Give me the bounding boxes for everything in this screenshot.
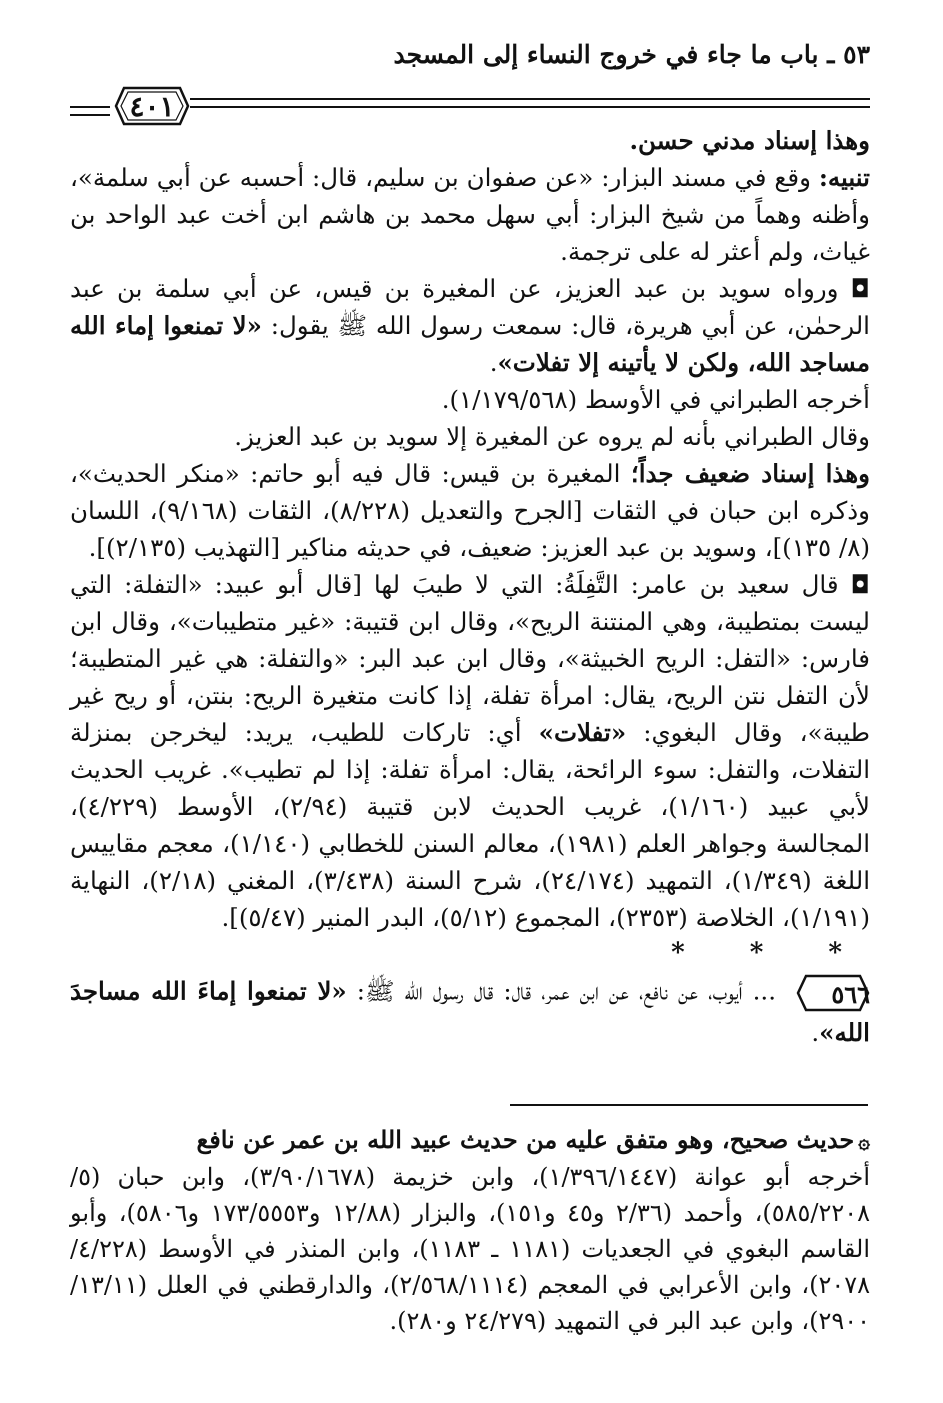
paragraph-isnad-hasan: وهذا إسناد مدني حسن. [629, 126, 870, 155]
footnote [70, 1122, 870, 1339]
footnote-heading [70, 1122, 870, 1159]
hadith-number: ٥٦٦ [831, 980, 870, 1009]
hadith-number-badge [796, 972, 870, 1014]
paragraph-tanbih [70, 159, 870, 270]
punctuation: . [811, 1018, 820, 1047]
paragraph-suwaid-narration [70, 270, 870, 381]
section-separator: * * * [671, 938, 870, 968]
header-left-rule [70, 106, 110, 116]
punctuation: . [489, 348, 498, 377]
grading-text: المغيرة بن قيس: قال فيه أبو حاتم: «منكر الحديث»، وذكره ابن حبان في الثقات [الجرح والتعديل (٨/٢٢٨)، الثقات (٩/١٦٨)، اللسان (٨/ ١٣٥)]، وسويد بن عبد العزيز: ضعيف، في حديثه مناكير [التهذيب (٢/١٣٥)]. [70, 459, 871, 562]
paragraph-tafila-explanation [70, 566, 870, 936]
footnote-grading: حديث صحيح، وهو متفق عليه من حديث عبيد الله بن عمر عن نافع [196, 1125, 855, 1154]
hadith-matn: «لا تمنعوا إماءَ الله مساجدَ الله» [70, 976, 870, 1047]
footnote-separator [510, 1104, 868, 1106]
hadith-quote: «لا تمنعوا إماء الله مساجد الله، ولكن لا يأتينه إلا تفلات» [70, 311, 870, 377]
tanbih-label: تنبيه: [818, 163, 870, 192]
main-text [70, 122, 870, 1051]
paragraph-marker-icon: ◘ [850, 274, 870, 303]
tafilat-term: «تفلات» [538, 718, 627, 747]
narration-text: ورواه سويد بن عبد العزيز، عن المغيرة بن قيس، عن أبي سلمة بن عبد الرحمٰن، عن أبي هريرة، قال: سمعت رسول الله ﷺ يقول: [70, 274, 870, 340]
footnote-text: أخرجه أبو عوانة (١/٣٩٦/١٤٤٧)، وابن خزيمة (٣/٩٠/١٦٧٨)، وابن حبان (٥/ ٥٨٥/٢٢٠٨)، وأحمد (٢/٣٦ و٤٥ و١٥١)، والبزار (١٢/٨٨ و١٧٣/٥٥٥٣ و٥٨٠٦)، وأبو القاسم البغوي في الجعديات (١١٨١ ـ ١١٨٣)، وابن المنذر في الأوسط (٤/٢٢٨/ ٢٠٧٨)، وابن الأعرابي في المعجم (٢/٥٦٨/١١١٤)، والدارقطني في العلل (١٣/١١/ ٢٩٠٠)، وابن عبد البر في التمهيد (٢٤/٢٧٩ و٢٨٠). [70, 1163, 871, 1335]
paragraph-takhrij-tabarani: أخرجه الطبراني في الأوسط (١/١٧٩/٥٦٨). [441, 385, 870, 414]
hadith-isnad: ... أيوب، عن نافع، عن ابن عمر، قال: قال رسول الله ﷺ: [346, 976, 786, 1006]
grading-label: وهذا إسناد ضعيف جداً؛ [630, 459, 871, 488]
footnote-ornament-icon: ۞ [858, 1129, 870, 1153]
page-header [70, 40, 870, 123]
header-rule [190, 98, 870, 108]
hadith-566 [70, 972, 870, 1051]
page-number: ٤٠١ [129, 90, 175, 123]
explanation-text-2: أي: تاركات للطيب، يريد: ليخرجن بمنزلة التفلات، والتفل: سوء الرائحة، يقال: امرأة تفلة: إذا لم تطيب». غريب الحديث لأبي عبيد (١/١٦٠)، غريب الحديث لابن قتيبة (٢/٩٤)، الأوسط (٤/٢٢٩)، المجالسة وجواهر العلم (١٩٨١)، معالم السنن للخطابي (١/١٤٠)، معجم مقاييس اللغة (١/٣٤٩)، التمهيد (٢٤/١٧٤)، شرح السنة (٣/٤٣٨)، المغني (٢/١٨)، النهاية (١/١٩١)، الخلاصة (٢٣٥٣)، المجموع (٥/١٢)، البدر المنير (٥/٤٧)]. [70, 718, 871, 932]
tanbih-text: وقع في مسند البزار: «عن صفوان بن سليم، قال: أحسبه عن أبي سلمة»، وأظنه وهماً من شيخ البزار: أبي سهل محمد بن هاشم ابن أخت عبد الواحد بن غياث، ولم أعثر له على ترجمة. [70, 163, 870, 266]
chapter-title: ٥٣ ـ باب ما جاء في خروج النساء إلى المسجد [393, 40, 870, 69]
paragraph-marker-icon: ◘ [850, 570, 870, 599]
paragraph-tabarani-comment: وقال الطبراني بأنه لم يروه عن المغيرة إلا سويد بن عبد العزيز. [234, 422, 870, 451]
paragraph-isnad-daif [70, 455, 870, 566]
explanation-text-1: قال سعيد بن عامر: التَّفِلَةُ: التي لا طيبَ لها [قال أبو عبيد: «التفلة: التي ليست بمتطيبة، وهي المنتنة الريح»، وقال ابن قتيبة: «غير متطيبات»، وقال ابن فارس: «التفل: الريح الخبيثة»، وقال ابن عبد البر: «والتفلة: هي غير المتطيبة؛ لأن التفل نتن الريح، يقال: امرأة تفلة، إذا كانت متغيرة الريح: بنتن، أو ريح غير طيبة»، وقال البغوي: [70, 570, 870, 747]
